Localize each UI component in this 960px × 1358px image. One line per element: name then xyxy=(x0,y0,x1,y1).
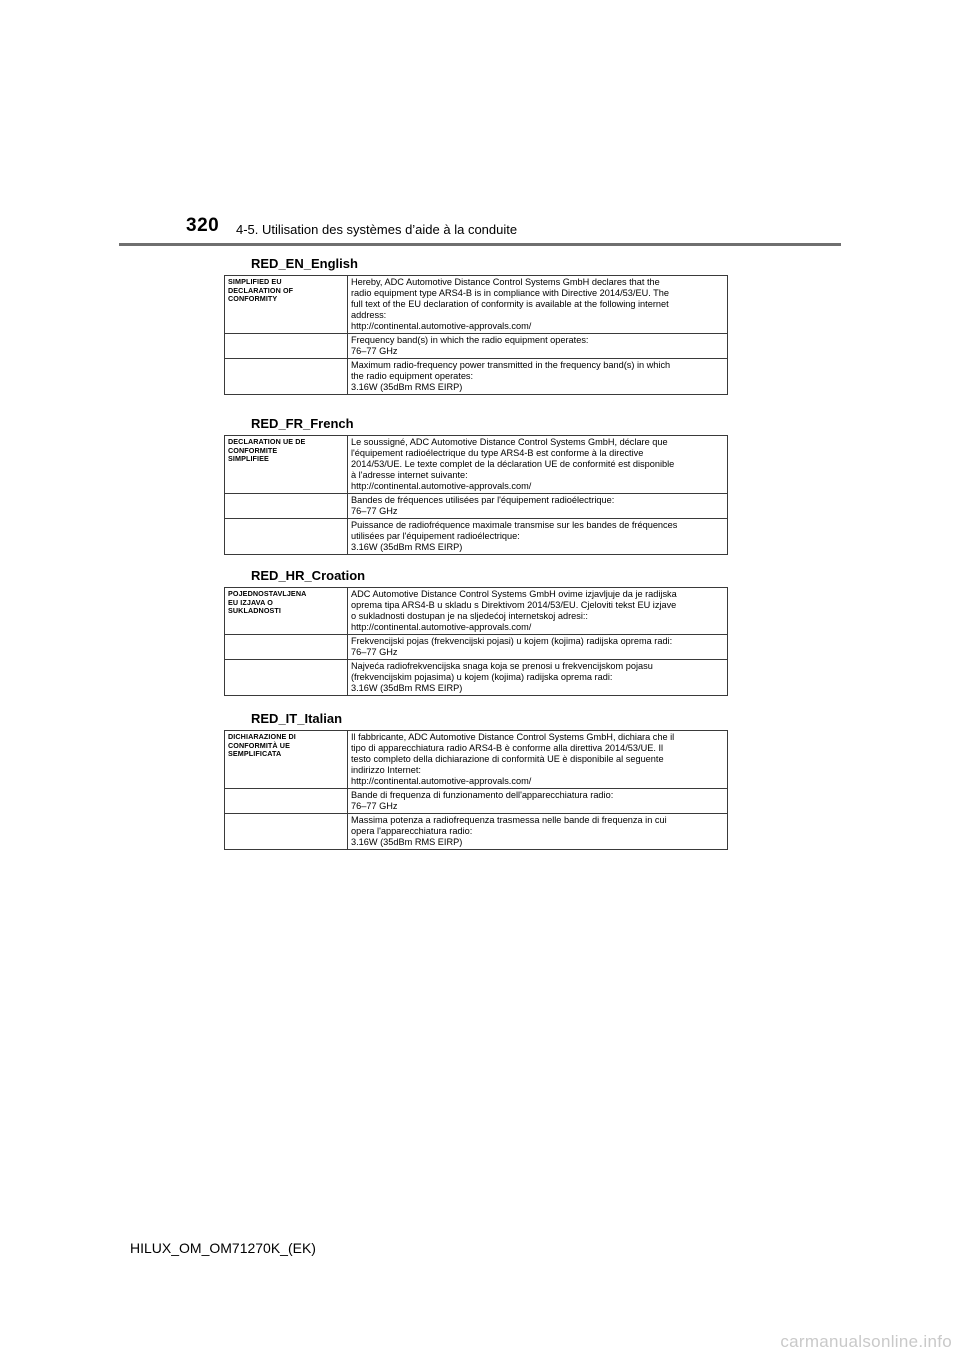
declaration-table xyxy=(224,587,728,696)
declaration-table xyxy=(224,275,728,395)
declaration-section xyxy=(224,568,728,696)
declaration-text-line: http://continental.automotive-approvals.com/ xyxy=(351,622,532,632)
declaration-type-line: SIMPLIFIEE xyxy=(228,454,269,464)
declaration-type-cell xyxy=(225,588,348,635)
declaration-table xyxy=(224,435,728,555)
table-row xyxy=(225,334,728,359)
declaration-type-line: SEMPLIFICATA xyxy=(228,749,282,759)
section-heading: RED_FR_French xyxy=(251,416,354,431)
table-row xyxy=(225,789,728,814)
declaration-text-line: Maximum radio-frequency power transmitted in the frequency band(s) in which xyxy=(351,360,671,370)
table-row xyxy=(225,494,728,519)
declaration-section xyxy=(224,256,728,395)
declaration-text-cell xyxy=(348,334,728,359)
declaration-type-line: CONFORMITÀ UE xyxy=(228,740,290,750)
declaration-text-cell xyxy=(348,436,728,494)
table-row xyxy=(225,731,728,789)
section-heading: RED_HR_Croation xyxy=(251,568,366,583)
declaration-text-line: testo completo della dichiarazione di conformità UE è disponibile al seguente xyxy=(351,754,664,764)
declaration-type-line: SIMPLIFIED EU xyxy=(228,277,282,286)
table-row xyxy=(225,436,728,494)
declaration-type-line: CONFORMITY xyxy=(228,294,278,304)
declaration-type-cell xyxy=(225,635,348,660)
declaration-text-line: tipo di apparecchiatura radio ARS4-B è conforme alla direttiva 2014/53/UE. Il xyxy=(351,743,664,753)
declaration-text-line: 76–77 GHz xyxy=(351,506,398,516)
declaration-text-line: indirizzo Internet: xyxy=(351,765,421,775)
declaration-type-line: DECLARATION UE DE xyxy=(228,437,306,446)
declaration-text-line: Frequency band(s) in which the radio equipment operates: xyxy=(351,335,589,345)
declaration-text-line: Le soussigné, ADC Automotive Distance Control Systems GmbH, déclare que xyxy=(351,437,668,447)
page-number: 320 xyxy=(186,215,220,236)
declaration-text-line: opera l'apparecchiatura radio: xyxy=(351,826,473,836)
declaration-text-line: 3.16W (35dBm RMS EIRP) xyxy=(351,382,463,392)
declaration-text-line: 76–77 GHz xyxy=(351,647,398,657)
declaration-text-line: o sukladnosti dostupan je na sljedećoj internetskoj adresi:: xyxy=(351,611,588,621)
table-row xyxy=(225,814,728,850)
declaration-type-line: DICHIARAZIONE DI xyxy=(228,732,296,741)
declaration-text-line: 2014/53/UE. Le texte complet de la déclaration UE de conformité est disponible xyxy=(351,459,675,469)
chapter-title: 4-5. Utilisation des systèmes d’aide à la conduite xyxy=(236,222,518,237)
declaration-text-cell xyxy=(348,588,728,635)
declaration-type-cell xyxy=(225,494,348,519)
watermark: carmanualsonline.info xyxy=(780,1332,952,1351)
declaration-text-cell xyxy=(348,731,728,789)
declaration-text-cell xyxy=(348,635,728,660)
declaration-text-line: http://continental.automotive-approvals.com/ xyxy=(351,776,532,786)
declaration-section xyxy=(224,416,728,555)
declaration-text-line: Bande di frequenza di funzionamento dell'apparecchiatura radio: xyxy=(351,790,614,800)
declaration-text-line: Il fabbricante, ADC Automotive Distance Control Systems GmbH, dichiara che il xyxy=(351,732,675,742)
declaration-text-cell xyxy=(348,359,728,395)
table-row xyxy=(225,359,728,395)
declaration-type-cell xyxy=(225,789,348,814)
declaration-text-line: Bandes de fréquences utilisées par l'équipement radioélectrique: xyxy=(351,495,615,505)
declaration-text-line: (frekvencijskim pojasima) u kojem (kojima) radijska oprema radi: xyxy=(351,672,613,682)
section-heading: RED_IT_Italian xyxy=(251,711,343,726)
declaration-type-line: DECLARATION OF xyxy=(228,285,294,295)
declaration-text-line: 76–77 GHz xyxy=(351,801,398,811)
declaration-type-line: EU IZJAVA O xyxy=(228,597,273,607)
declaration-text-line: utilisées par l'équipement radioélectrique: xyxy=(351,531,520,541)
declaration-text-line: l'équipement radioélectrique du type ARS4-B est conforme à la directive xyxy=(351,448,644,458)
declaration-text-line: the radio equipment operates: xyxy=(351,371,474,381)
declaration-type-line: CONFORMITE xyxy=(228,445,278,455)
table-row xyxy=(225,588,728,635)
declaration-text-cell xyxy=(348,276,728,334)
declaration-text-line: full text of the EU declaration of conformity is available at the following internet xyxy=(351,299,669,309)
declaration-section xyxy=(224,711,728,850)
declaration-type-cell xyxy=(225,334,348,359)
section-heading: RED_EN_English xyxy=(251,256,358,271)
declaration-text-line: 3.16W (35dBm RMS EIRP) xyxy=(351,837,463,847)
declaration-text-cell xyxy=(348,519,728,555)
declaration-type-cell xyxy=(225,731,348,789)
declaration-text-line: 76–77 GHz xyxy=(351,346,398,356)
declaration-text-line: Massima potenza a radiofrequenza trasmessa nelle bande di frequenza in cui xyxy=(351,815,667,825)
declaration-text-line: 3.16W (35dBm RMS EIRP) xyxy=(351,683,463,693)
declaration-table xyxy=(224,730,728,850)
declaration-text-cell xyxy=(348,660,728,696)
declaration-text-cell xyxy=(348,789,728,814)
declaration-text-line: à l'adresse internet suivante: xyxy=(351,470,468,480)
declaration-text-line: Hereby, ADC Automotive Distance Control Systems GmbH declares that the xyxy=(351,277,660,287)
declaration-text-line: Frekvencijski pojas (frekvencijski pojasi) u kojem (kojima) radijska oprema radi: xyxy=(351,636,673,646)
declaration-type-cell xyxy=(225,436,348,494)
table-row xyxy=(225,660,728,696)
table-row xyxy=(225,519,728,555)
declaration-text-line: http://continental.automotive-approvals.com/ xyxy=(351,481,532,491)
table-row xyxy=(225,276,728,334)
declaration-type-cell xyxy=(225,814,348,850)
declaration-text-line: oprema tipa ARS4-B u skladu s Direktivom 2014/53/EU. Cjeloviti tekst EU izjave xyxy=(351,600,677,610)
declaration-text-line: address: xyxy=(351,310,387,320)
declaration-type-cell xyxy=(225,276,348,334)
declaration-text-cell xyxy=(348,494,728,519)
footer-document-code: HILUX_OM_OM71270K_(EK) xyxy=(130,1240,316,1256)
declaration-text-line: radio equipment type ARS4-B is in compliance with Directive 2014/53/EU. The xyxy=(351,288,669,298)
declaration-text-line: http://continental.automotive-approvals.com/ xyxy=(351,321,532,331)
declaration-type-line: SUKLADNOSTI xyxy=(228,606,282,616)
declaration-text-line: 3.16W (35dBm RMS EIRP) xyxy=(351,542,463,552)
declaration-type-cell xyxy=(225,519,348,555)
header-divider xyxy=(119,243,841,246)
declaration-type-cell xyxy=(225,359,348,395)
declaration-text-cell xyxy=(348,814,728,850)
declaration-text-line: ADC Automotive Distance Control Systems GmbH ovime izjavljuje da je radijska xyxy=(351,589,677,599)
declaration-type-cell xyxy=(225,660,348,696)
declaration-text-line: Najveća radiofrekvencijska snaga koja se prenosi u frekvencijskom pojasu xyxy=(351,661,653,671)
declaration-type-line: POJEDNOSTAVLJENA xyxy=(228,589,307,598)
table-row xyxy=(225,635,728,660)
declaration-text-line: Puissance de radiofréquence maximale transmise sur les bandes de fréquences xyxy=(351,520,678,530)
